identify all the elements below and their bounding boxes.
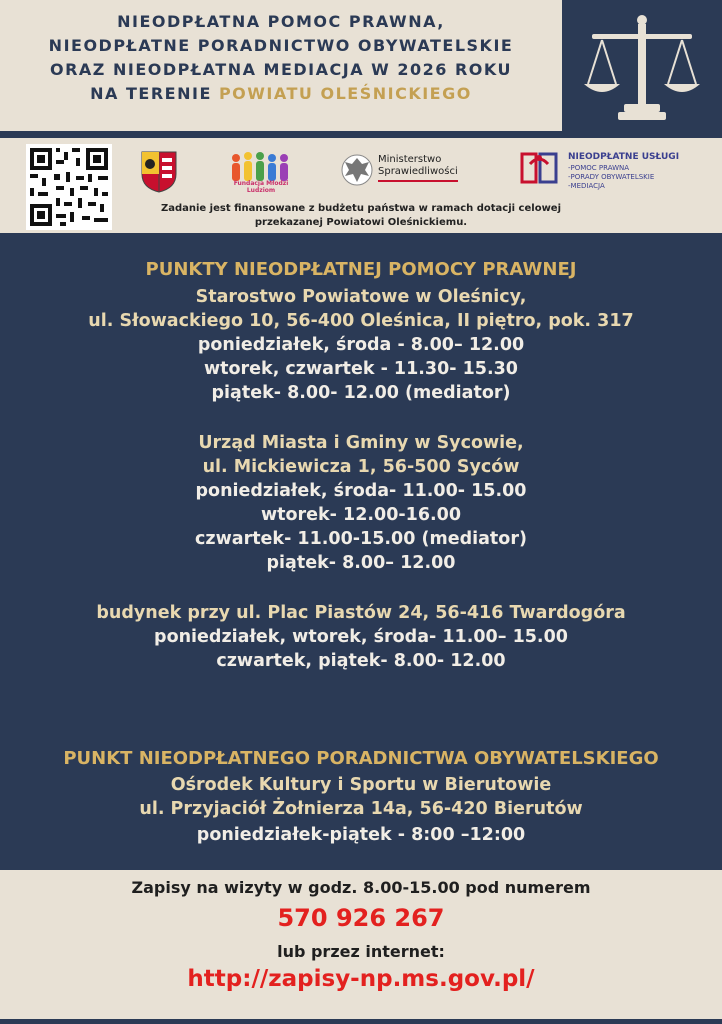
point1-hours: piątek- 8.00- 12.00 (mediator) <box>211 383 511 403</box>
civic-title: PUNKT NIEODPŁATNEGO PORADNICTWA OBYWATELSKIEGO <box>63 748 659 769</box>
civic-name: Ośrodek Kultury i Sportu w Bierutowie <box>170 775 552 795</box>
point2-hours: czwartek- 11.00-15.00 (mediator) <box>195 529 527 549</box>
eagle-emblem-icon <box>340 150 374 190</box>
scales-of-justice-icon <box>562 0 722 131</box>
logo-band <box>0 138 722 233</box>
point2-hours: piątek- 8.00– 12.00 <box>266 553 456 573</box>
point3-hours: poniedziałek, wtorek, środa- 11.00– 15.00 <box>154 627 568 647</box>
fundacja-logo <box>226 150 296 194</box>
title-line-3: ORAZ NIEODPŁATNA MEDIACJA W 2026 ROKU <box>50 60 512 79</box>
ministry-logo <box>340 150 470 194</box>
header-title-panel <box>0 0 562 131</box>
ministry-line-1: Ministerstwo <box>378 154 442 165</box>
title-line-2: NIEODPŁATNE PORADNICTWO OBYWATELSKIE <box>48 36 514 55</box>
funding-note <box>0 202 722 230</box>
nps-emblem-icon <box>516 148 562 188</box>
phone-number[interactable]: 570 926 267 <box>277 904 445 932</box>
header <box>0 0 722 138</box>
footer <box>0 870 722 1024</box>
civic-hours: poniedziałek-piątek - 8:00 –12:00 <box>196 825 526 845</box>
nps-title: NIEODPŁATNE USŁUGI <box>568 152 680 162</box>
point1-name: Starostwo Powiatowe w Oleśnicy, <box>195 287 527 307</box>
main-content <box>0 233 722 870</box>
point2-name: Urząd Miasta i Gminy w Sycowie, <box>198 433 524 453</box>
legal-aid-title: PUNKTY NIEODPŁATNEJ POMOCY PRAWNEJ <box>145 259 577 280</box>
ministry-line-2: Sprawiedliwości <box>378 166 458 177</box>
funding-line-1: Zadanie jest finansowane z budżetu państwa w ramach dotacji celowej <box>160 203 562 214</box>
point1-address: ul. Słowackiego 10, 56-400 Oleśnica, II piętro, pok. 317 <box>88 311 634 331</box>
civic-address: ul. Przyjaciół Żołnierza 14a, 56-420 Bierutów <box>139 799 583 819</box>
page-title <box>0 10 562 106</box>
title-prefix: NA TERENIE <box>90 84 219 103</box>
funding-line-2: przekazanej Powiatowi Oleśnickiemu. <box>254 217 468 228</box>
booking-link[interactable]: http://zapisy-np.ms.gov.pl/ <box>187 966 535 992</box>
point3-hours: czwartek, piątek- 8.00- 12.00 <box>216 651 506 671</box>
bottom-rule <box>0 1019 722 1024</box>
header-icon-panel <box>562 0 722 131</box>
point1-hours: wtorek, czwartek - 11.30- 15.30 <box>204 359 518 379</box>
coat-of-arms-icon <box>140 150 178 194</box>
nps-item: -MEDIACJA <box>568 182 605 190</box>
title-line-4 <box>0 82 562 106</box>
ministry-name <box>378 154 458 178</box>
point1-hours: poniedziałek, środa - 8.00– 12.00 <box>197 335 525 355</box>
point3-address: budynek przy ul. Plac Piastów 24, 56-416 Twardogóra <box>96 603 626 623</box>
nps-list <box>568 164 654 191</box>
internet-note: lub przez internet: <box>277 942 445 961</box>
point2-hours: poniedziałek, środa- 11.00- 15.00 <box>195 481 527 501</box>
nps-logo <box>516 148 716 198</box>
appointment-note: Zapisy na wizyty w godz. 8.00-15.00 pod numerem <box>131 878 591 897</box>
nps-item: -PORADY OBYWATELSKIE <box>568 173 655 181</box>
nps-item: -POMOC PRAWNA <box>568 164 630 172</box>
point2-hours: wtorek- 12.00-16.00 <box>260 505 462 525</box>
fundacja-name: Fundacja Młodzi Ludziom <box>233 180 289 194</box>
point2-address: ul. Mickiewicza 1, 56-500 Syców <box>202 457 520 477</box>
title-line-1: NIEODPŁATNA POMOC PRAWNA, <box>117 12 445 31</box>
ministry-underline <box>378 180 458 182</box>
title-highlight: POWIATU OLEŚNICKIEGO <box>218 84 472 103</box>
